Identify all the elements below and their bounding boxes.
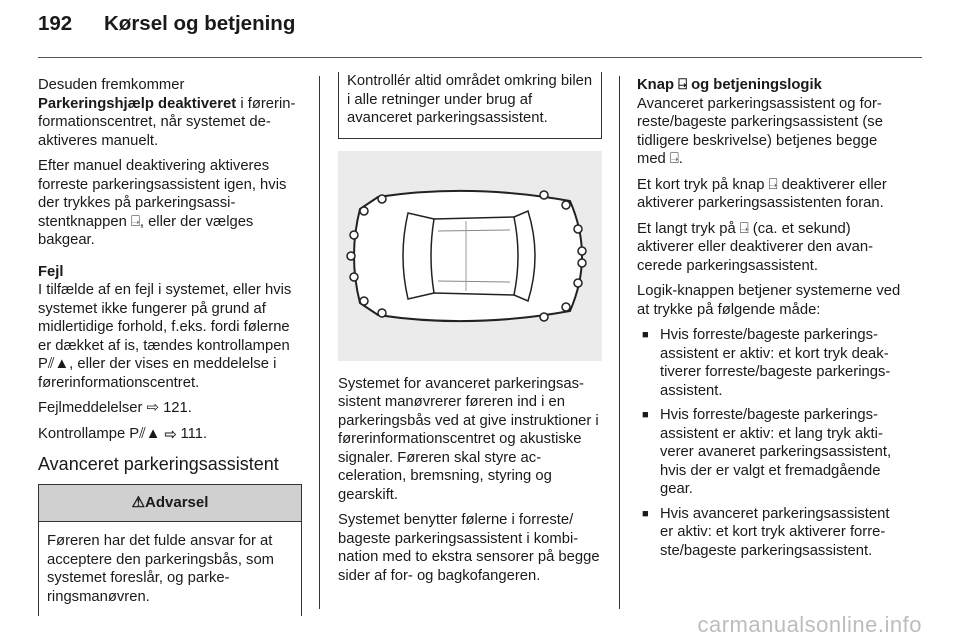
page-header	[38, 12, 295, 36]
header-rule	[38, 57, 922, 58]
warning-text: Føreren har det fulde ansvar for at acceptere den parkeringsbås, som systemet foreslår, og parkeringsmanøvren.	[47, 533, 275, 605]
ref-control-lamp: Kontrollampe P⫽▲ ⇨ 111.	[38, 425, 208, 442]
column-divider-1	[319, 76, 320, 609]
car-sensor-illustration	[338, 151, 602, 361]
fault-heading: Fejl	[38, 263, 64, 280]
paragraph-short-press: Et kort tryk på knap ⍈ deaktiverer eller aktiverer parkeringsassistenten foran.	[637, 176, 887, 211]
list-item: ■ Hvis forreste/bageste parkeringsassistent er aktiv: et kort tryk deaktiverer forreste/bageste parkeringsassistent.	[637, 326, 901, 400]
list-item: ■ Hvis avanceret parkeringsassistent er aktiv: et kort tryk aktiverer forreste/bageste parkeringsassistent.	[637, 505, 901, 561]
car-top-view-icon	[338, 151, 602, 361]
paragraph-sensors: Systemet benytter følerne i forreste/ bageste parkeringsassistent i kombination med to ekstra sensorer på begge sider af for- og bagkofangeren.	[338, 512, 600, 584]
list-item: ■ Hvis forreste/bageste parkeringsassistent er aktiv: et lang tryk aktiverer avaneret parkeringsassistent, hvis der er valgt et fremadgående gear.	[637, 406, 901, 499]
ref-fault-messages: Fejlmeddelelser ⇨ 121.	[38, 400, 192, 416]
button-heading: Knap ⍈ og betjeningslogik	[637, 77, 822, 93]
page-title: Kørsel og betjening	[104, 12, 296, 35]
column-1	[38, 76, 302, 616]
section-heading: Avanceret parkeringsassistent	[38, 454, 279, 474]
page-number: 192	[38, 12, 73, 35]
paragraph-manual: Efter manuel deaktivering aktiveres forreste parkeringsassistent igen, hvis der trykkes på parkeringsassistentknappen ⍈, eller der vælges bakgear.	[38, 158, 287, 248]
warning-title: ⚠Advarsel	[39, 485, 301, 522]
paragraph-long-press: Et langt tryk på ⍈ (ca. et sekund) aktiverer eller deaktiverer den avancerede parkeringsassistent.	[637, 220, 874, 274]
paragraph-intro: Desuden fremkommer Parkeringshjælp deaktiveret i førerinformationscentret, når systemet deaktiveres manuelt.	[38, 77, 296, 149]
warning-box	[38, 484, 302, 616]
paragraph-button-heading: Knap ⍈ og betjeningslogik Avanceret parkeringsassistent og forreste/bageste parkeringsassistent (se tidligere beskrivelse) betjenes begge med ⍈.	[637, 77, 883, 167]
paragraph-system: Systemet for avanceret parkeringsassistent manøvrerer føreren ind i en parkeringsbås ved at give instruktioner i førerinformationscentret og akustiske signaler. Føreren skal styre acceleration, bremsning, styring og gearskift.	[338, 375, 599, 503]
paragraph-logic: Logik-knappen betjener systemerne ved at trykke på følgende måde:	[637, 283, 901, 318]
bold-term: Parkeringshjælp deaktiveret	[38, 95, 237, 112]
logic-list	[637, 326, 901, 560]
fault-section	[38, 263, 302, 393]
watermark: carmanualsonline.info	[697, 612, 922, 637]
column-3	[637, 76, 901, 566]
note-box: Kontrollér altid området omkring bilen i alle retninger under brug af avanceret parkeringsassistent.	[338, 72, 602, 139]
column-2	[338, 73, 602, 592]
column-divider-2	[619, 76, 620, 609]
fault-text: I tilfælde af en fejl i systemet, eller hvis systemet ikke fungerer på grund af midlertidige forhold, f.eks. fordi følerne er dækket af is, tændes kontrollampen P⫽▲, eller der vises en meddelelse i førerinformationscentret.	[38, 282, 292, 391]
